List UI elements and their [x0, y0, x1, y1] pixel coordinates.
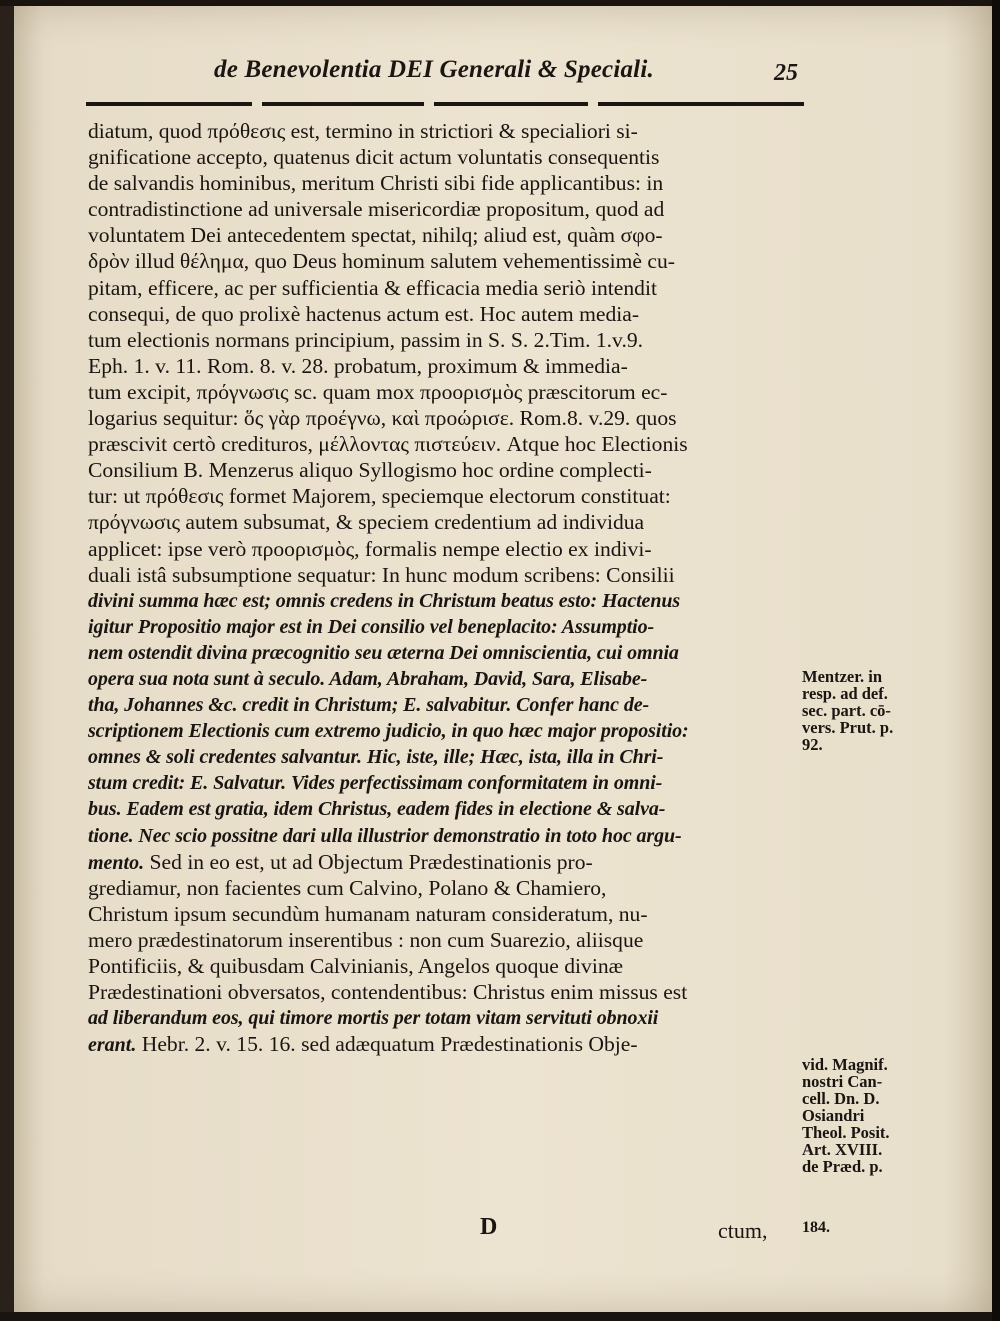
- body-text-span: Sed in eo est, ut ad Objectum Prædestinationis pro-: [144, 849, 593, 874]
- quotation-line: tione. Nec scio possitne dari ulla illustrior demonstratio in toto hoc argu-: [88, 824, 682, 847]
- body-line: Christum ipsum secundùm humanam naturam consideratum, nu-: [88, 901, 648, 926]
- margin-note-line: Art. XVIII.: [802, 1140, 883, 1159]
- body-line: pitam, efficere, ac per sufficientia & efficacia media seriò intendit: [88, 275, 657, 300]
- quotation-line: opera sua nota sunt à seculo. Adam, Abraham, David, Sara, Elisabe-: [88, 667, 648, 690]
- rule-gap: [252, 101, 262, 107]
- rule-gap: [588, 101, 598, 107]
- quotation-end: mento.: [88, 851, 145, 874]
- margin-note-line: vers. Prut. p.: [802, 718, 894, 737]
- body-line: de salvandis hominibus, meritum Christi sibi fide applicantibus: in: [88, 171, 664, 196]
- catchword: ctum,: [718, 1218, 768, 1243]
- body-line: gnificatione accepto, quatenus dicit actum voluntatis consequentis: [88, 145, 660, 170]
- margin-note-line: Theol. Posit.: [802, 1123, 890, 1142]
- mixed-line: [88, 849, 808, 875]
- quotation-line: tha, Johannes &c. credit in Christum; E. salvabitur. Confer hanc de-: [88, 694, 650, 717]
- body-line: præscivit certò credituros, μέλλοντας πιστεύειν. Atque hoc Electionis: [88, 432, 688, 457]
- margin-note-line: Osiandri: [802, 1106, 865, 1125]
- quotation-line: omnes & soli credentes salvantur. Hic, iste, ille; Hæc, ista, illa in Chri-: [88, 746, 664, 769]
- body-line: Pontificiis, & quibusdam Calvinianis, Angelos quoque divinæ: [88, 954, 624, 978]
- book-page: [14, 6, 992, 1312]
- body-line: tum electionis normans principium, passim in S. S. 2.Tim. 1.v.9.: [88, 327, 644, 352]
- margin-note-line: resp. ad def.: [802, 684, 888, 703]
- margin-note-page-ref: 184.: [802, 1219, 830, 1236]
- book-binding: [0, 6, 14, 1312]
- margin-note-menzer: [802, 668, 893, 753]
- body-line: πρόγνωσις autem subsumat, & speciem credentium ad individua: [88, 510, 645, 535]
- body-line: δρὸν illud θέλημα, quo Deus hominum salutem vehementissimè cu-: [88, 249, 675, 274]
- page-number: 25: [774, 60, 798, 86]
- body-line: grediamur, non facientes cum Calvino, Polano & Chamiero,: [88, 875, 607, 900]
- body-line: tur: ut πρόθεσις formet Majorem, speciemque electorum constituat:: [88, 484, 671, 509]
- body-line: Eph. 1. v. 11. Rom. 8. v. 28. probatum, proximum & immedia-: [88, 353, 628, 378]
- margin-note-line: cell. Dn. D.: [802, 1089, 880, 1108]
- body-line: Prædestinationi obversatos, contendentibus: Christus enim missus est: [88, 980, 688, 1005]
- quotation-line: igitur Propositio major est in Dei consilio vel beneplacito: Assumptio-: [88, 615, 655, 638]
- quotation-line: nem ostendit divina præcognitio seu æterna Dei omniscientia, cui omnia: [88, 641, 679, 664]
- quotation-line: stum credit: E. Salvatur. Vides perfectissimam conformitatem in omni-: [88, 772, 663, 795]
- quotation-line: scriptionem Electionis cum extremo judicio, in quo hæc major propositio:: [88, 720, 689, 743]
- page-edge-shadow: [992, 0, 1000, 1321]
- margin-note-line: de Præd. p.: [802, 1157, 883, 1176]
- body-line: applicet: ipse verò προορισμὸς, formalis nempe electio ex indivi-: [88, 536, 652, 561]
- body-line: diatum, quod πρόθεσις est, termino in strictiori & specialiori si-: [88, 119, 638, 143]
- margin-note-line: sec. part. cō-: [802, 701, 891, 720]
- margin-note-line: vid. Magnif.: [802, 1055, 888, 1074]
- quotation-line: divini summa hæc est; omnis credens in Christum beatus esto: Hactenus: [88, 589, 681, 612]
- quotation-line: bus. Eadem est gratia, idem Christus, eadem fides in electione & salva-: [88, 798, 666, 821]
- body-line: mero prædestinatorum inserentibus : non cum Suarezio, aliisque: [88, 927, 644, 952]
- body-line: voluntatem Dei antecedentem spectat, nihilq; aliud est, quàm σφο-: [88, 223, 663, 248]
- margin-note-line: Mentzer. in: [802, 667, 883, 686]
- body-text-span: Hebr. 2. v. 15. 16. sed adæquatum Prædestinationis Obje-: [136, 1032, 638, 1057]
- body-line: [88, 1031, 808, 1057]
- margin-note-line: 92.: [802, 735, 823, 754]
- margin-note-line: nostri Can-: [802, 1072, 883, 1091]
- body-line: duali istâ subsumptione sequatur: In hunc modum scribens: Consilii: [88, 562, 675, 587]
- body-text: [88, 118, 808, 1057]
- quotation-line: ad liberandum eos, qui timore mortis per totam vitam servituti obnoxii: [88, 1007, 659, 1030]
- running-title: de Benevolentia DEI Generali & Speciali.: [214, 56, 654, 83]
- body-line: consequi, de quo prolixè hactenus actum est. Hoc autem media-: [88, 301, 640, 326]
- body-line: Consilium B. Menzerus aliquo Syllogismo hoc ordine complecti-: [88, 458, 652, 483]
- rule-gap: [424, 101, 434, 107]
- body-line: tum excipit, πρόγνωσις sc. quam mox προορισμὸς præscitorum ec-: [88, 379, 668, 404]
- body-line: logarius sequitur: ὅς γὰρ προέγνω, καὶ προώρισε. Rom.8. v.29. quos: [88, 406, 677, 431]
- signature-mark: D: [480, 1214, 498, 1240]
- quotation-end: erant.: [88, 1034, 137, 1057]
- header-rule: [86, 102, 804, 106]
- margin-note-osiander: [802, 1056, 890, 1175]
- body-line: contradistinctione ad universale misericordiæ propositum, quod ad: [88, 197, 665, 222]
